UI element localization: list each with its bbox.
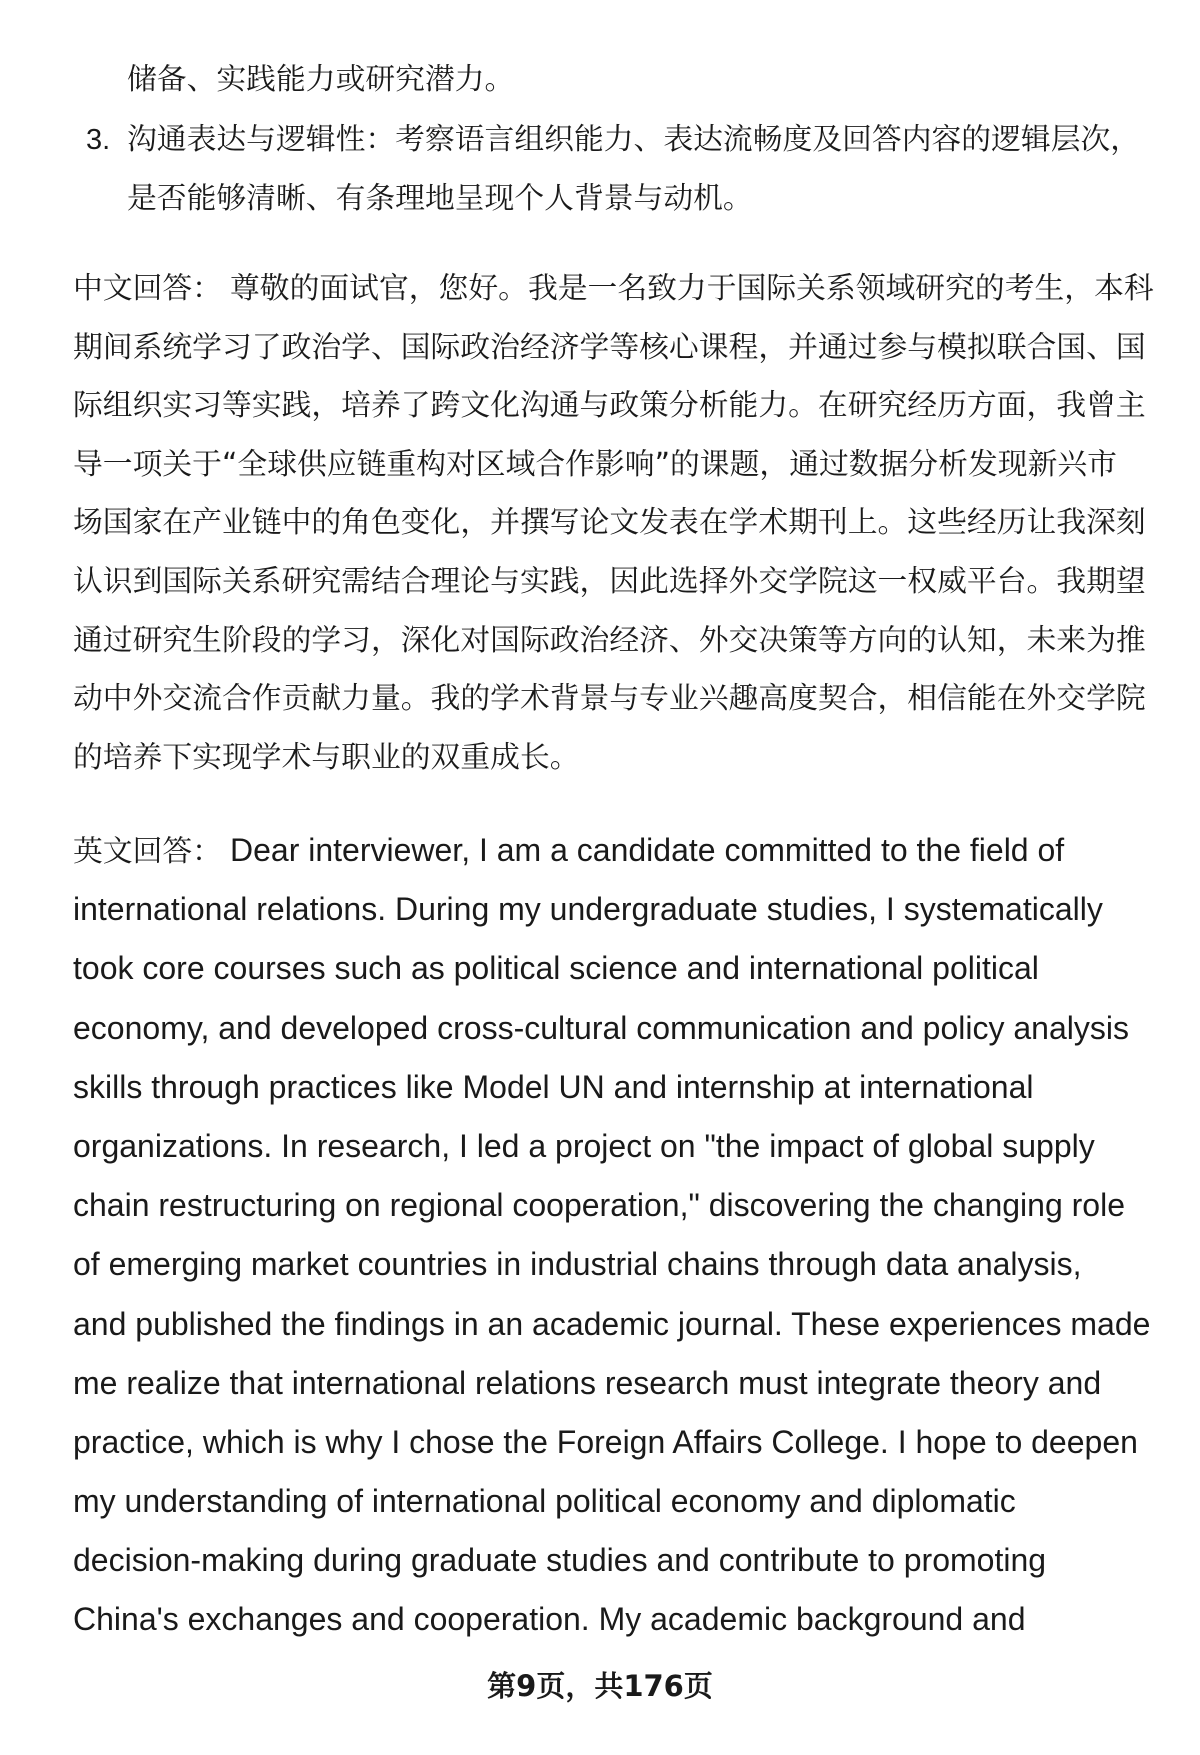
- list-item-number: 3.: [86, 124, 111, 156]
- chinese-answer-line: 际组织实习等实践，培养了跨文化沟通与政策分析能力。在研究经历方面，我曾主: [73, 388, 1146, 424]
- chinese-answer-line: 导一项关于“全球供应链重构对区域合作影响”的课题，通过数据分析发现新兴市: [73, 446, 1117, 482]
- list-item-continuation-line: 储备、实践能力或研究潜力。: [127, 62, 515, 97]
- english-answer-line: China's exchanges and cooperation. My academic background and: [73, 1601, 1026, 1638]
- english-answer-line: skills through practices like Model UN and internship at international: [73, 1068, 1034, 1105]
- chinese-answer-line: [73, 260, 1154, 319]
- chinese-answer-paragraph: [73, 260, 1154, 787]
- english-answer-line: and published the findings in an academic journal. These experiences made: [73, 1305, 1151, 1342]
- english-answer-line: practice, which is why I chose the Foreign Affairs College. I hope to deepen: [73, 1423, 1138, 1460]
- english-answer-line: took core courses such as political science and international political: [73, 950, 1039, 987]
- list-item-text-line: 是否能够清晰、有条理地呈现个人背景与动机。: [127, 181, 753, 216]
- english-answer-line: decision-making during graduate studies and contribute to promoting: [73, 1542, 1047, 1579]
- english-answer-line: international relations. During my undergraduate studies, I systematically: [73, 891, 1103, 928]
- english-answer-line: chain restructuring on regional cooperation," discovering the changing role: [73, 1187, 1125, 1224]
- english-answer-line: [73, 821, 1150, 880]
- chinese-answer-line: 期间系统学习了政治学、国际政治经济学等核心课程，并通过参与模拟联合国、国: [73, 329, 1146, 365]
- english-answer-paragraph: [73, 821, 1150, 1650]
- english-answer-text: Dear interviewer, I am a candidate committed to the field of: [229, 832, 1065, 868]
- english-answer-label: 英文回答：: [73, 834, 222, 869]
- chinese-answer-text: 尊敬的面试官，您好。我是一名致力于国际关系领域研究的考生，本科: [229, 271, 1154, 306]
- chinese-answer-label: 中文回答：: [73, 271, 222, 306]
- english-answer-line: economy, and developed cross-cultural communication and policy analysis: [73, 1009, 1129, 1046]
- chinese-answer-line: 认识到国际关系研究需结合理论与实践，因此选择外交学院这一权威平台。我期望: [73, 563, 1146, 599]
- chinese-answer-line: 场国家在产业链中的角色变化，并撰写论文发表在学术期刊上。这些经历让我深刻: [73, 505, 1146, 541]
- english-answer-line: of emerging market countries in industrial chains through data analysis,: [73, 1246, 1082, 1283]
- english-answer-line: my understanding of international political economy and diplomatic: [73, 1483, 1016, 1520]
- list-item-text-line: 沟通表达与逻辑性：考察语言组织能力、表达流畅度及回答内容的逻辑层次，: [127, 122, 1141, 157]
- chinese-answer-line: 动中外交流合作贡献力量。我的学术背景与专业兴趣高度契合，相信能在外交学院: [73, 681, 1146, 717]
- chinese-answer-line: 通过研究生阶段的学习，深化对国际政治经济、外交决策等方向的认知，未来为推: [73, 622, 1146, 658]
- chinese-answer-line: 的培养下实现学术与职业的双重成长。: [73, 739, 580, 775]
- english-answer-line: me realize that international relations research must integrate theory and: [73, 1364, 1102, 1401]
- english-answer-line: organizations. In research, I led a project on "the impact of global supply: [73, 1127, 1095, 1164]
- page-indicator: 第9页，共176页: [487, 1669, 713, 1703]
